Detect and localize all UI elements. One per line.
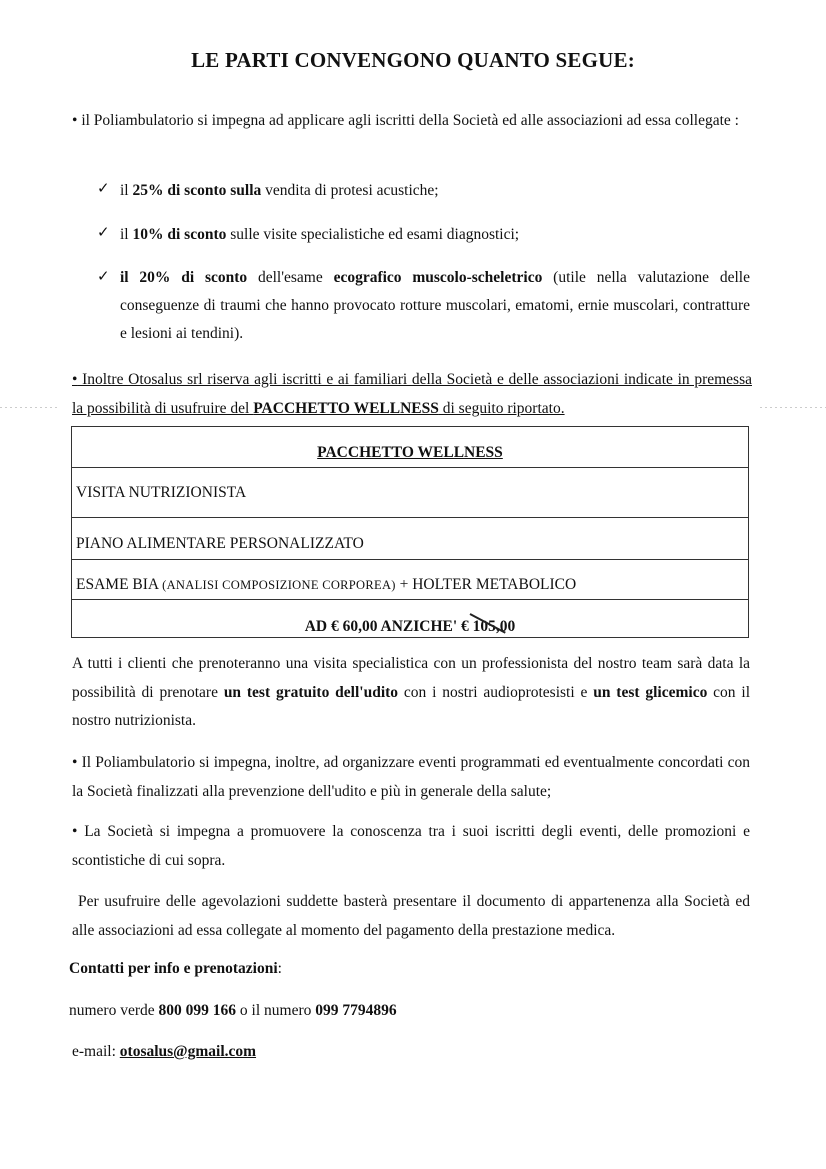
phone-label: numero verde xyxy=(69,1002,159,1019)
promo-paragraph: • La Società si impegna a promuovere la conoscenza tra i suoi iscritti degli eventi, delle promozioni e scontistiche di cui sopra. xyxy=(72,823,750,869)
benefits-paragraph: Per usufruire delle agevolazioni suddette basterà presentare il documento di appartenenza alla Società ed alle associazioni ad essa collegate al momento del pagamento della prestazione medica. xyxy=(72,893,750,939)
colon: : xyxy=(277,960,282,977)
discount-amount: 10% di sconto xyxy=(132,226,227,243)
events-paragraph: • Il Poliambulatorio si impegna, inoltre, ad organizzare eventi programmati ed eventualmente concordati con la Società finalizzati alla prevenzione dell'udito e più in generale della salute; xyxy=(72,754,750,800)
discount-text: dell'esame xyxy=(247,269,334,286)
otosalus-text: Inoltre Otosalus srl riserva agli iscritti e ai familiari della Società e delle associazioni indicate in premessa la possibilità di usufruire del xyxy=(72,371,752,417)
discount-exam: ecografico muscolo-scheletrico xyxy=(333,269,543,286)
discount-item xyxy=(120,221,750,249)
email-label: e-mail: xyxy=(72,1043,120,1060)
discount-text: (utile nella valutazione delle conseguenze di traumi che hanno provocato rotture muscolari, ematomi, ernie muscolari, contratture e lesioni ai tendini). xyxy=(120,269,750,342)
bia-text: ESAME BIA xyxy=(76,576,163,593)
otosalus-paragraph xyxy=(72,365,752,423)
discount-text: il xyxy=(120,226,133,243)
glycemic-test: un test glicemico xyxy=(593,683,708,701)
bullet: • xyxy=(72,371,78,388)
clients-text: con i nostri audioprotesisti e xyxy=(398,683,594,701)
intro-text: il Poliambulatorio si impegna ad applicare agli iscritti della Società ed alle associazioni ad essa collegate : xyxy=(81,112,739,129)
table-header-row xyxy=(72,427,748,468)
bullet: • xyxy=(72,112,78,129)
price-text: AD € 60,00 ANZICHE' € 105,00 xyxy=(304,618,516,635)
phone-line xyxy=(69,1002,397,1020)
discount-text: il xyxy=(120,182,133,199)
scan-artifact xyxy=(760,407,826,408)
checkmark-icon: ✓ xyxy=(97,225,110,241)
contacts-heading-line xyxy=(69,960,282,978)
clients-text: con il nostro nutrizionista. xyxy=(72,683,751,729)
intro-paragraph xyxy=(72,107,750,135)
checkmark-icon: ✓ xyxy=(97,269,110,285)
wellness-table xyxy=(71,426,749,638)
email-line xyxy=(72,1043,256,1061)
table-cell: VISITA NUTRIZIONISTA xyxy=(76,484,247,501)
discount-item xyxy=(120,177,750,205)
clients-paragraph xyxy=(72,650,750,736)
table-row xyxy=(72,468,748,518)
phone-label: o il numero xyxy=(236,1002,316,1019)
discount-amount: 25% di sconto sulla xyxy=(132,182,262,199)
clients-text: A tutti i clienti che prenoteranno una visita specialistica con un professionista del nostro team sarà data la possibilità di prenotare xyxy=(72,655,750,701)
scan-artifact xyxy=(0,407,60,408)
table-header: PACCHETTO WELLNESS xyxy=(317,444,503,461)
phone-number[interactable]: 099 7794896 xyxy=(315,1002,397,1019)
email-link[interactable]: otosalus@gmail.com xyxy=(119,1043,257,1060)
hearing-test: un test gratuito dell'udito xyxy=(223,683,399,701)
bia-detail: (ANALISI COMPOSIZIONE CORPOREA) xyxy=(162,578,396,592)
toll-free-number[interactable]: 800 099 166 xyxy=(158,1002,237,1019)
package-name: PACCHETTO WELLNESS xyxy=(253,400,439,417)
contacts-heading: Contatti per info e prenotazioni xyxy=(69,960,278,977)
table-price-row xyxy=(72,600,748,637)
discount-text: vendita di protesi acustiche; xyxy=(261,182,439,199)
page-title: LE PARTI CONVENGONO QUANTO SEGUE: xyxy=(191,48,635,72)
discount-item xyxy=(120,264,750,348)
bia-text: + HOLTER METABOLICO xyxy=(395,576,577,593)
table-row xyxy=(72,518,748,560)
table-cell: PIANO ALIMENTARE PERSONALIZZATO xyxy=(76,535,364,552)
table-cell xyxy=(76,576,576,594)
table-row xyxy=(72,560,748,600)
discount-amount: il 20% di sconto xyxy=(120,269,248,286)
checkmark-icon: ✓ xyxy=(97,181,110,197)
discount-text: sulle visite specialistiche ed esami diagnostici; xyxy=(226,226,520,243)
otosalus-text: di seguito riportato. xyxy=(438,400,565,417)
